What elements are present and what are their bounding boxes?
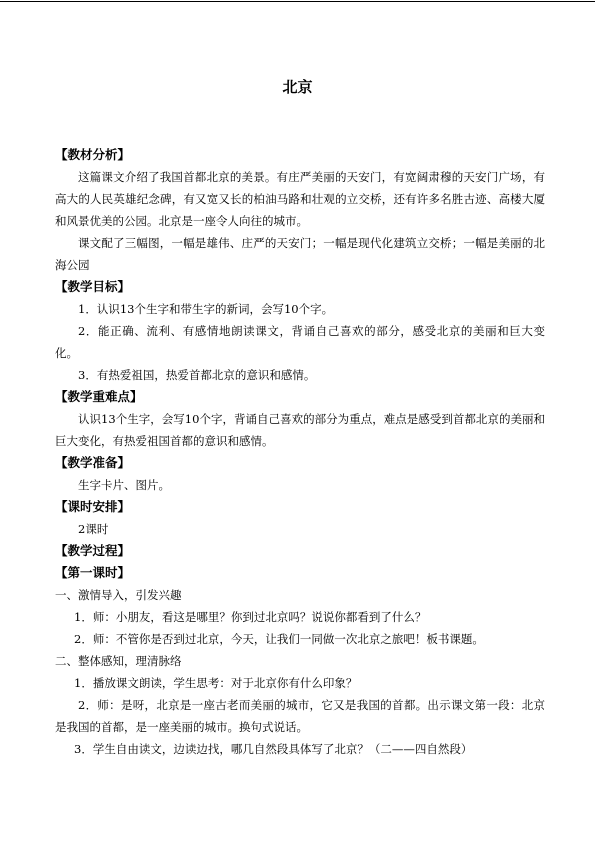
list-item: 1．师：小朋友，看这是哪里？你到过北京吗？说说你都看到了什么？ <box>74 610 427 624</box>
list-item: 3．学生自由读文，边读边找，哪几自然段具体写了北京？（二——四自然段） <box>74 742 473 756</box>
subsection-heading: 二、整体感知，理清脉络 <box>55 654 182 668</box>
section-heading: 【教材分析】 <box>55 147 131 162</box>
list-item: 1．播放课文朗读，学生思考：对于北京你有什么印象？ <box>74 676 358 690</box>
paragraph: 2．师：是呀，北京是一座古老而美丽的城市，它又是我国的首都。出示课文第一段：北京是我国的首都，是一座美丽的城市。换句式说话。 <box>55 698 545 734</box>
section-heading: 【教学过程】 <box>55 543 131 558</box>
section-heading: 【教学重难点】 <box>55 389 143 404</box>
section-heading: 【课时安排】 <box>55 499 131 514</box>
section-heading: 【教学准备】 <box>55 455 131 470</box>
subsection-heading: 一、激情导入，引发兴趣 <box>55 588 182 602</box>
paragraph: 3．有热爱祖国，热爱首都北京的意识和感情。 <box>78 368 316 382</box>
paragraph: 2课时 <box>78 522 109 536</box>
paragraph: 2．能正确、流利、有感情地朗读课文，背诵自己喜欢的部分，感受北京的美丽和巨大变化。 <box>55 324 545 360</box>
section-heading: 【教学目标】 <box>55 279 131 294</box>
paragraph: 1．认识13个生字和带生字的新词，会写10个字。 <box>78 302 334 316</box>
document-title: 北京 <box>282 78 313 96</box>
paragraph: 生字卡片、图片。 <box>78 478 170 492</box>
list-item: 2．师：不管你是否到过北京，今天，让我们一同做一次北京之旅吧！板书课题。 <box>74 632 484 646</box>
document-body <box>55 144 545 760</box>
section-heading: 【第一课时】 <box>55 565 131 580</box>
paragraph: 认识13个生字，会写10个字，背诵自己喜欢的部分为重点，难点是感受到首都北京的美丽和巨大变化，有热爱祖国首都的意识和感情。 <box>55 412 545 448</box>
paragraph: 这篇课文介绍了我国首都北京的美景。有庄严美丽的天安门，有宽阔肃穆的天安门广场，有高大的人民英雄纪念碑，有又宽又长的柏油马路和壮观的立交桥，还有许多名胜古迹、高楼大厦和风景优美的公园。北京是一座令人向往的城市。 <box>55 170 545 228</box>
paragraph: 课文配了三幅图，一幅是雄伟、庄严的天安门；一幅是现代化建筑立交桥；一幅是美丽的北海公园 <box>55 236 545 272</box>
